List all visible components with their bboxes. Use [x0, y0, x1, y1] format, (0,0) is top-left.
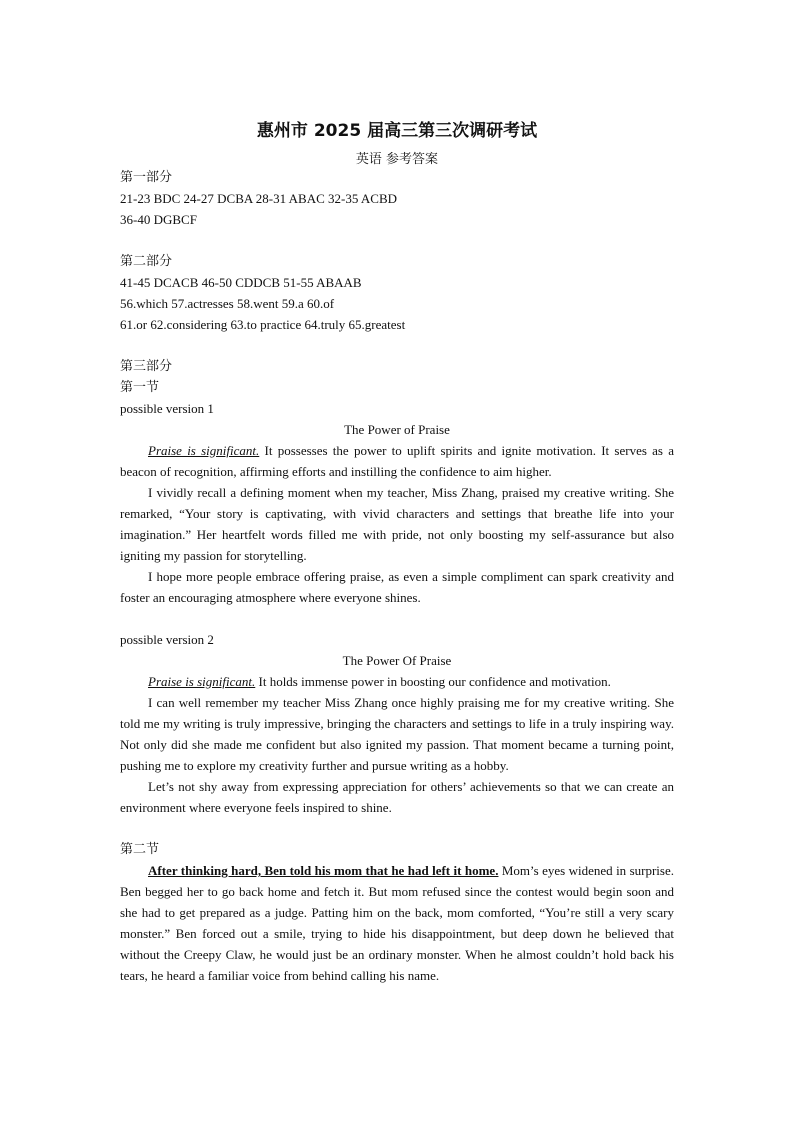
version2-title: The Power Of Praise [342, 653, 452, 668]
page-subtitle: 英语 参考答案 [355, 152, 439, 167]
version1-paragraph-1: Praise is significant. It possesses the power to uplift spirits and ignite motivation. It serves as a beacon of recognition, affirming efforts and instilling the confidence to aim higher. [120, 443, 675, 479]
part2-answers-line: 41-45 DCACB 46-50 CDDCB 51-55 ABAAB [120, 275, 362, 290]
version2-paragraph-3: Let’s not shy away from expressing appreciation for others’ achievements so that we can create an environment where everyone feels inspired to shine. [120, 779, 674, 815]
version1-title: The Power of Praise [344, 422, 450, 437]
version1-label: possible version 1 [120, 401, 214, 416]
story-paragraph: After thinking hard, Ben told his mom that he had left it home. Mom’s eyes widened in surprise. Ben begged her to go back home and fetch it. But mom refused since the contest would begin soon and she had to get prepared as a judge. Patting him on the back, mom comforted, “You’re still a very scary monster.” Ben forced out a smile, trying to hide his disappointment, but deep down he believed that without the Creepy Claw, he would just be an ordinary monster. When he almost couldn’t hold back his tears, he heard a familiar voice from behind calling his name. [120, 863, 674, 983]
story-given-sentence: After thinking hard, Ben told his mom that he had left it home. [148, 863, 499, 878]
part2-answers-line: 61.or 62.considering 63.to practice 64.truly 65.greatest [120, 317, 406, 332]
version1-paragraph-2: I vividly recall a defining moment when my teacher, Miss Zhang, praised my creative writing. She remarked, “Your story is captivating, with vivid characters and settings that breathe life into your imagination.” Her heartfelt words filled me with pride, not only boosting my self-assurance but also igniting my passion for storytelling. [120, 485, 674, 563]
part2-heading: 第二部分 [120, 254, 173, 269]
version2-topic-sentence: Praise is significant. [148, 674, 256, 689]
version2-paragraph-2: I can well remember my teacher Miss Zhang once highly praising me for my creative writing. She told me my writing is truly impressive, bringing the characters and settings to life in a truly inspiring way. Not only did she made me confident but also ignited my passion. That moment became a turning point, pushing me to explore my creativity further and pursue writing as a hobby. [120, 695, 674, 773]
section1-heading: 第一节 [120, 380, 160, 395]
part2-answers-line: 56.which 57.actresses 58.went 59.a 60.of [120, 296, 335, 311]
version1-paragraph-3: I hope more people embrace offering praise, as even a simple compliment can spark creativity and foster an encouraging atmosphere where everyone shines. [120, 569, 674, 605]
answer-body [120, 167, 674, 986]
part3-heading: 第三部分 [120, 359, 173, 374]
version2-paragraph-1: Praise is significant. It holds immense power in boosting our confidence and motivation. [148, 674, 611, 689]
page-title: 惠州市 2025 届高三第三次调研考试 [256, 121, 538, 141]
version1-topic-sentence: Praise is significant. [148, 443, 260, 458]
part1-heading: 第一部分 [120, 170, 173, 185]
section2-heading: 第二节 [120, 842, 160, 857]
part1-answers-line: 21-23 BDC 24-27 DCBA 28-31 ABAC 32-35 ACBD [120, 191, 397, 206]
version2-label: possible version 2 [120, 632, 214, 647]
part1-answers-line: 36-40 DGBCF [120, 212, 197, 227]
